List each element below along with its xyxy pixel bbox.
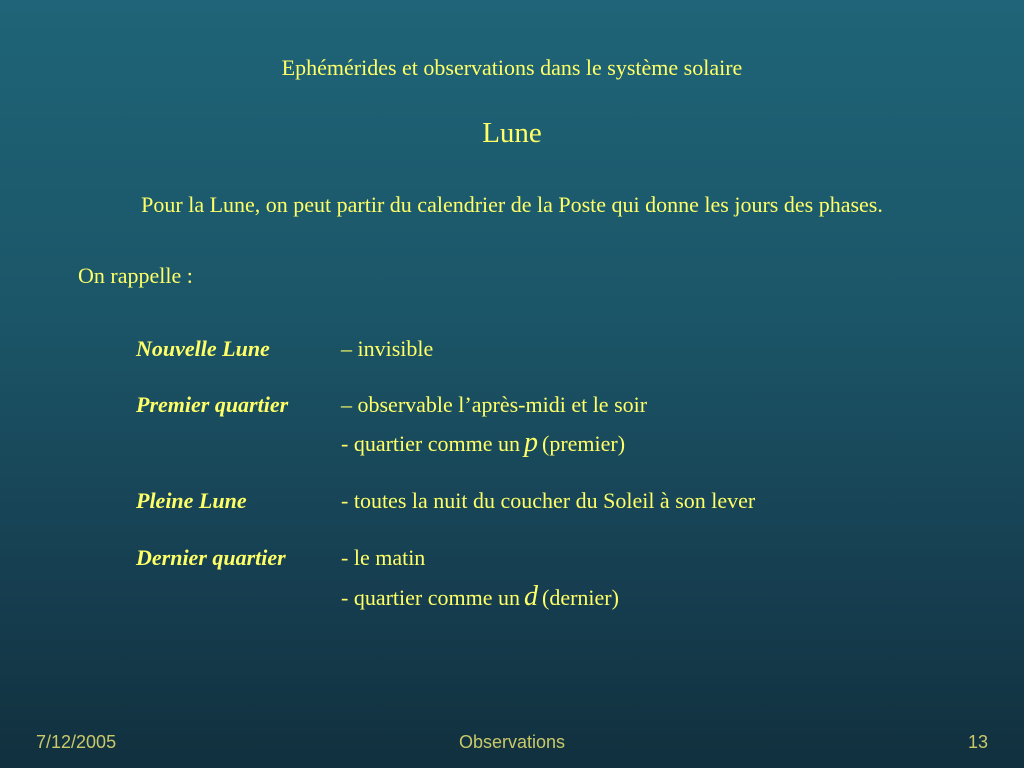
phase-shape-letter: d [524,581,538,612]
phase-shape-premier-quartier [341,427,625,459]
slide-title: Lune [482,117,542,149]
phase-desc-premier-quartier: – observable l’après-midi et le soir [341,392,648,417]
phase-name-premier-quartier: Premier quartier [136,392,289,417]
recall-text: On rappelle : [78,263,193,288]
phase-desc-pleine-lune: - toutes la nuit du coucher du Soleil à son lever [341,488,756,513]
intro-text: Pour la Lune, on peut partir du calendrier de la Poste qui donne les jours des phases. [141,192,883,217]
footer-page-number: 13 [967,732,988,752]
phase-shape-note: (premier) [542,431,626,456]
footer-title: Observations [458,732,566,752]
footer-date: 7/12/2005 [36,732,117,752]
phase-shape-dernier-quartier [341,581,619,613]
phase-name-nouvelle-lune: Nouvelle Lune [136,336,270,361]
phase-name-dernier-quartier: Dernier quartier [136,545,286,570]
phase-shape-text: - quartier comme un [341,431,520,456]
phase-desc-dernier-quartier: - le matin [341,545,426,570]
slide-header: Ephémérides et observations dans le système solaire [281,55,743,80]
phase-desc-nouvelle-lune: – invisible [341,336,434,361]
phase-shape-letter: p [524,427,538,458]
phase-shape-note: (dernier) [542,585,619,610]
phase-name-pleine-lune: Pleine Lune [136,488,247,513]
phase-shape-text: - quartier comme un [341,585,520,610]
